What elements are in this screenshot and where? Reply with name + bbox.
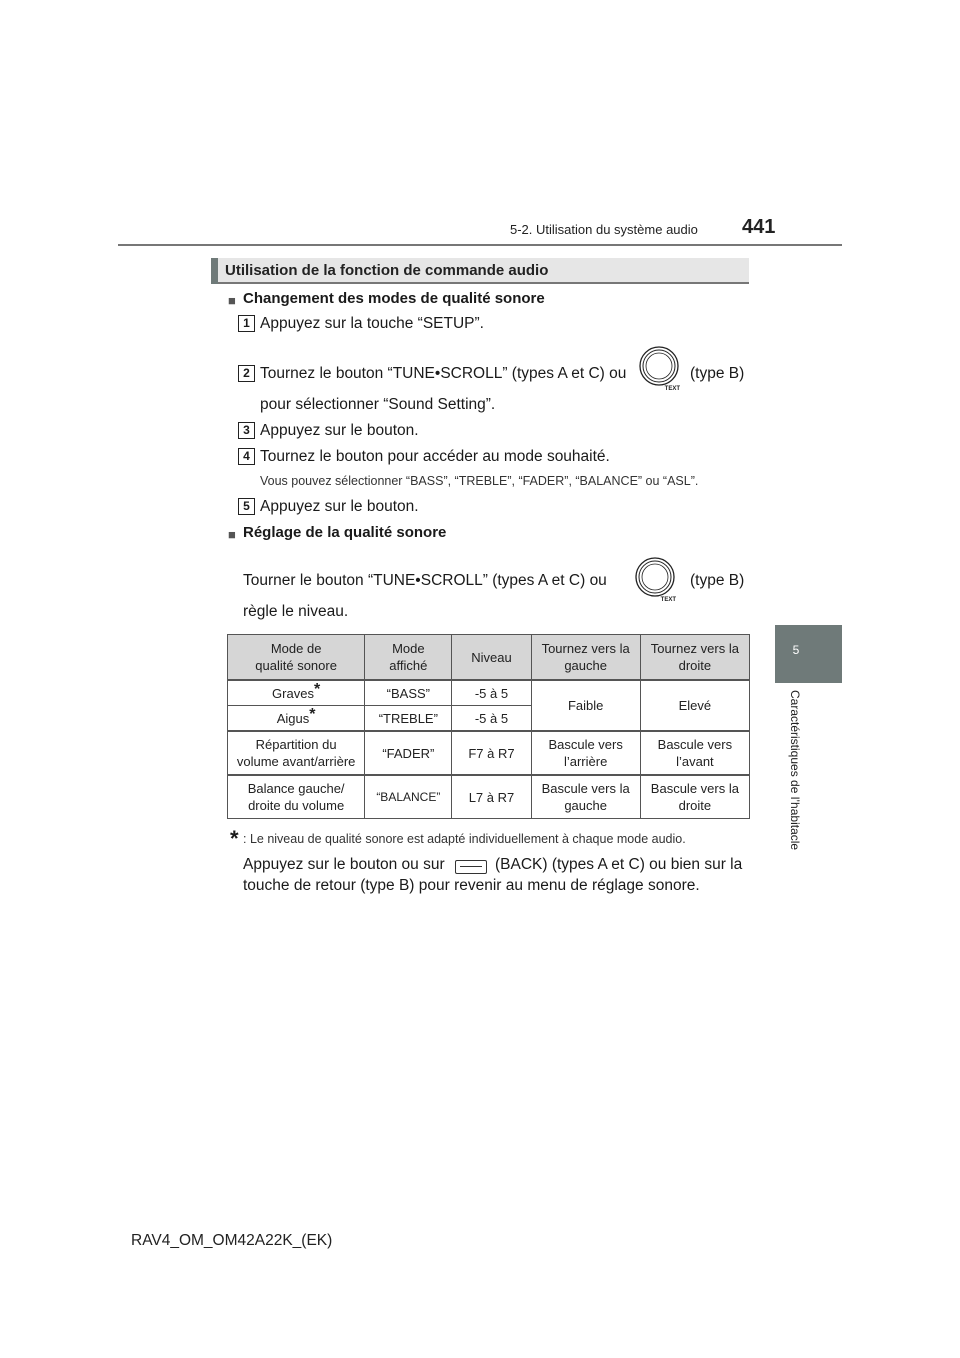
sound-quality-text: (type B) [690,572,745,589]
chapter-title: Caractéristiques de l’habitacle [788,690,802,851]
footnote-asterisk-icon: * [230,826,239,851]
step-text: (type B) [690,365,745,382]
table-header-cell: Niveau [452,635,531,681]
table-row [228,731,750,775]
step-text: Tournez le bouton “TUNE•SCROLL” (types A et C) ou [260,365,627,382]
table-header-cell: Tournez vers la gauche [531,635,640,681]
step-text: Appuyez sur la touche “SETUP”. [260,315,484,332]
table-cell: Bascule vers la gauche [531,775,640,819]
section-bar-accent [211,258,218,284]
table-cell: Bascule vers la droite [640,775,749,819]
step-number: 5 [238,498,255,515]
table-cell: Balance gauche/ droite du volume [228,775,365,819]
table-cell: “BALANCE” [365,775,452,819]
return-note-text: (BACK) (types A et C) ou bien sur la [495,856,743,873]
table-header-row [228,635,750,681]
table-cell: L7 à R7 [452,775,531,819]
table-cell: Bascule vers l’avant [640,731,749,775]
table-cell: “FADER” [365,731,452,775]
square-bullet-icon: ■ [228,293,236,308]
sound-mode-heading: Changement des modes de qualité sonore [243,290,545,307]
step-number: 2 [238,365,255,382]
tune-knob-icon [636,345,682,391]
step-text: pour sélectionner “Sound Setting”. [260,396,496,413]
table-row [228,775,750,819]
return-note-text: Appuyez sur le bouton ou sur [243,856,445,873]
step-number: 4 [238,448,255,465]
table-cell: “TREBLE” [365,706,452,732]
table-header-cell: Mode affiché [365,635,452,681]
table-cell: F7 à R7 [452,731,531,775]
document-code: RAV4_OM_OM42A22K_(EK) [131,1232,333,1249]
return-note-text: touche de retour (type B) pour revenir au menu de réglage sonore. [243,877,700,894]
square-bullet-icon: ■ [228,527,236,542]
table-cell: “BASS” [365,680,452,706]
table-row [228,680,750,706]
step-text: Tournez le bouton pour accéder au mode souhaité. [260,448,610,465]
tune-knob-icon [632,556,678,602]
asterisk-icon: * [313,680,321,698]
table-cell: Répartition du volume avant/arrière [228,731,365,775]
sound-quality-text: règle le niveau. [243,603,349,620]
table-cell: -5 à 5 [452,706,531,732]
sound-quality-text: Tourner le bouton “TUNE•SCROLL” (types A et C) ou [243,572,607,589]
table-cell: -5 à 5 [452,680,531,706]
table-cell: Faible [531,680,640,731]
knob-label: TEXT [660,597,676,602]
sound-quality-heading: Réglage de la qualité sonore [243,524,447,541]
table-cell: Aigus* [228,706,365,732]
table-header-cell: Tournez vers la droite [640,635,749,681]
chapter-number: 5 [792,643,800,657]
step-note: Vous pouvez sélectionner “BASS”, “TREBLE”, “FADER”, “BALANCE” ou “ASL”. [260,474,699,488]
sound-quality-table [227,634,750,819]
back-button-icon [455,860,487,874]
step-number: 3 [238,422,255,439]
footnote-text: : Le niveau de qualité sonore est adapté individuellement à chaque mode audio. [243,832,686,846]
step-text: Appuyez sur le bouton. [260,498,419,515]
page-number: 441 [742,216,776,238]
header-rule [118,244,842,246]
knob-label: TEXT [664,386,680,391]
asterisk-icon: * [309,705,316,723]
table-cell: Elevé [640,680,749,731]
section-title: Utilisation de la fonction de commande audio [225,262,549,279]
table-header-cell: Mode de qualité sonore [228,635,365,681]
table-cell: Bascule vers l’arrière [531,731,640,775]
table-cell: Graves* [228,680,365,706]
step-text: Appuyez sur le bouton. [260,422,419,439]
step-number: 1 [238,315,255,332]
header-section-title: 5-2. Utilisation du système audio [510,222,698,237]
